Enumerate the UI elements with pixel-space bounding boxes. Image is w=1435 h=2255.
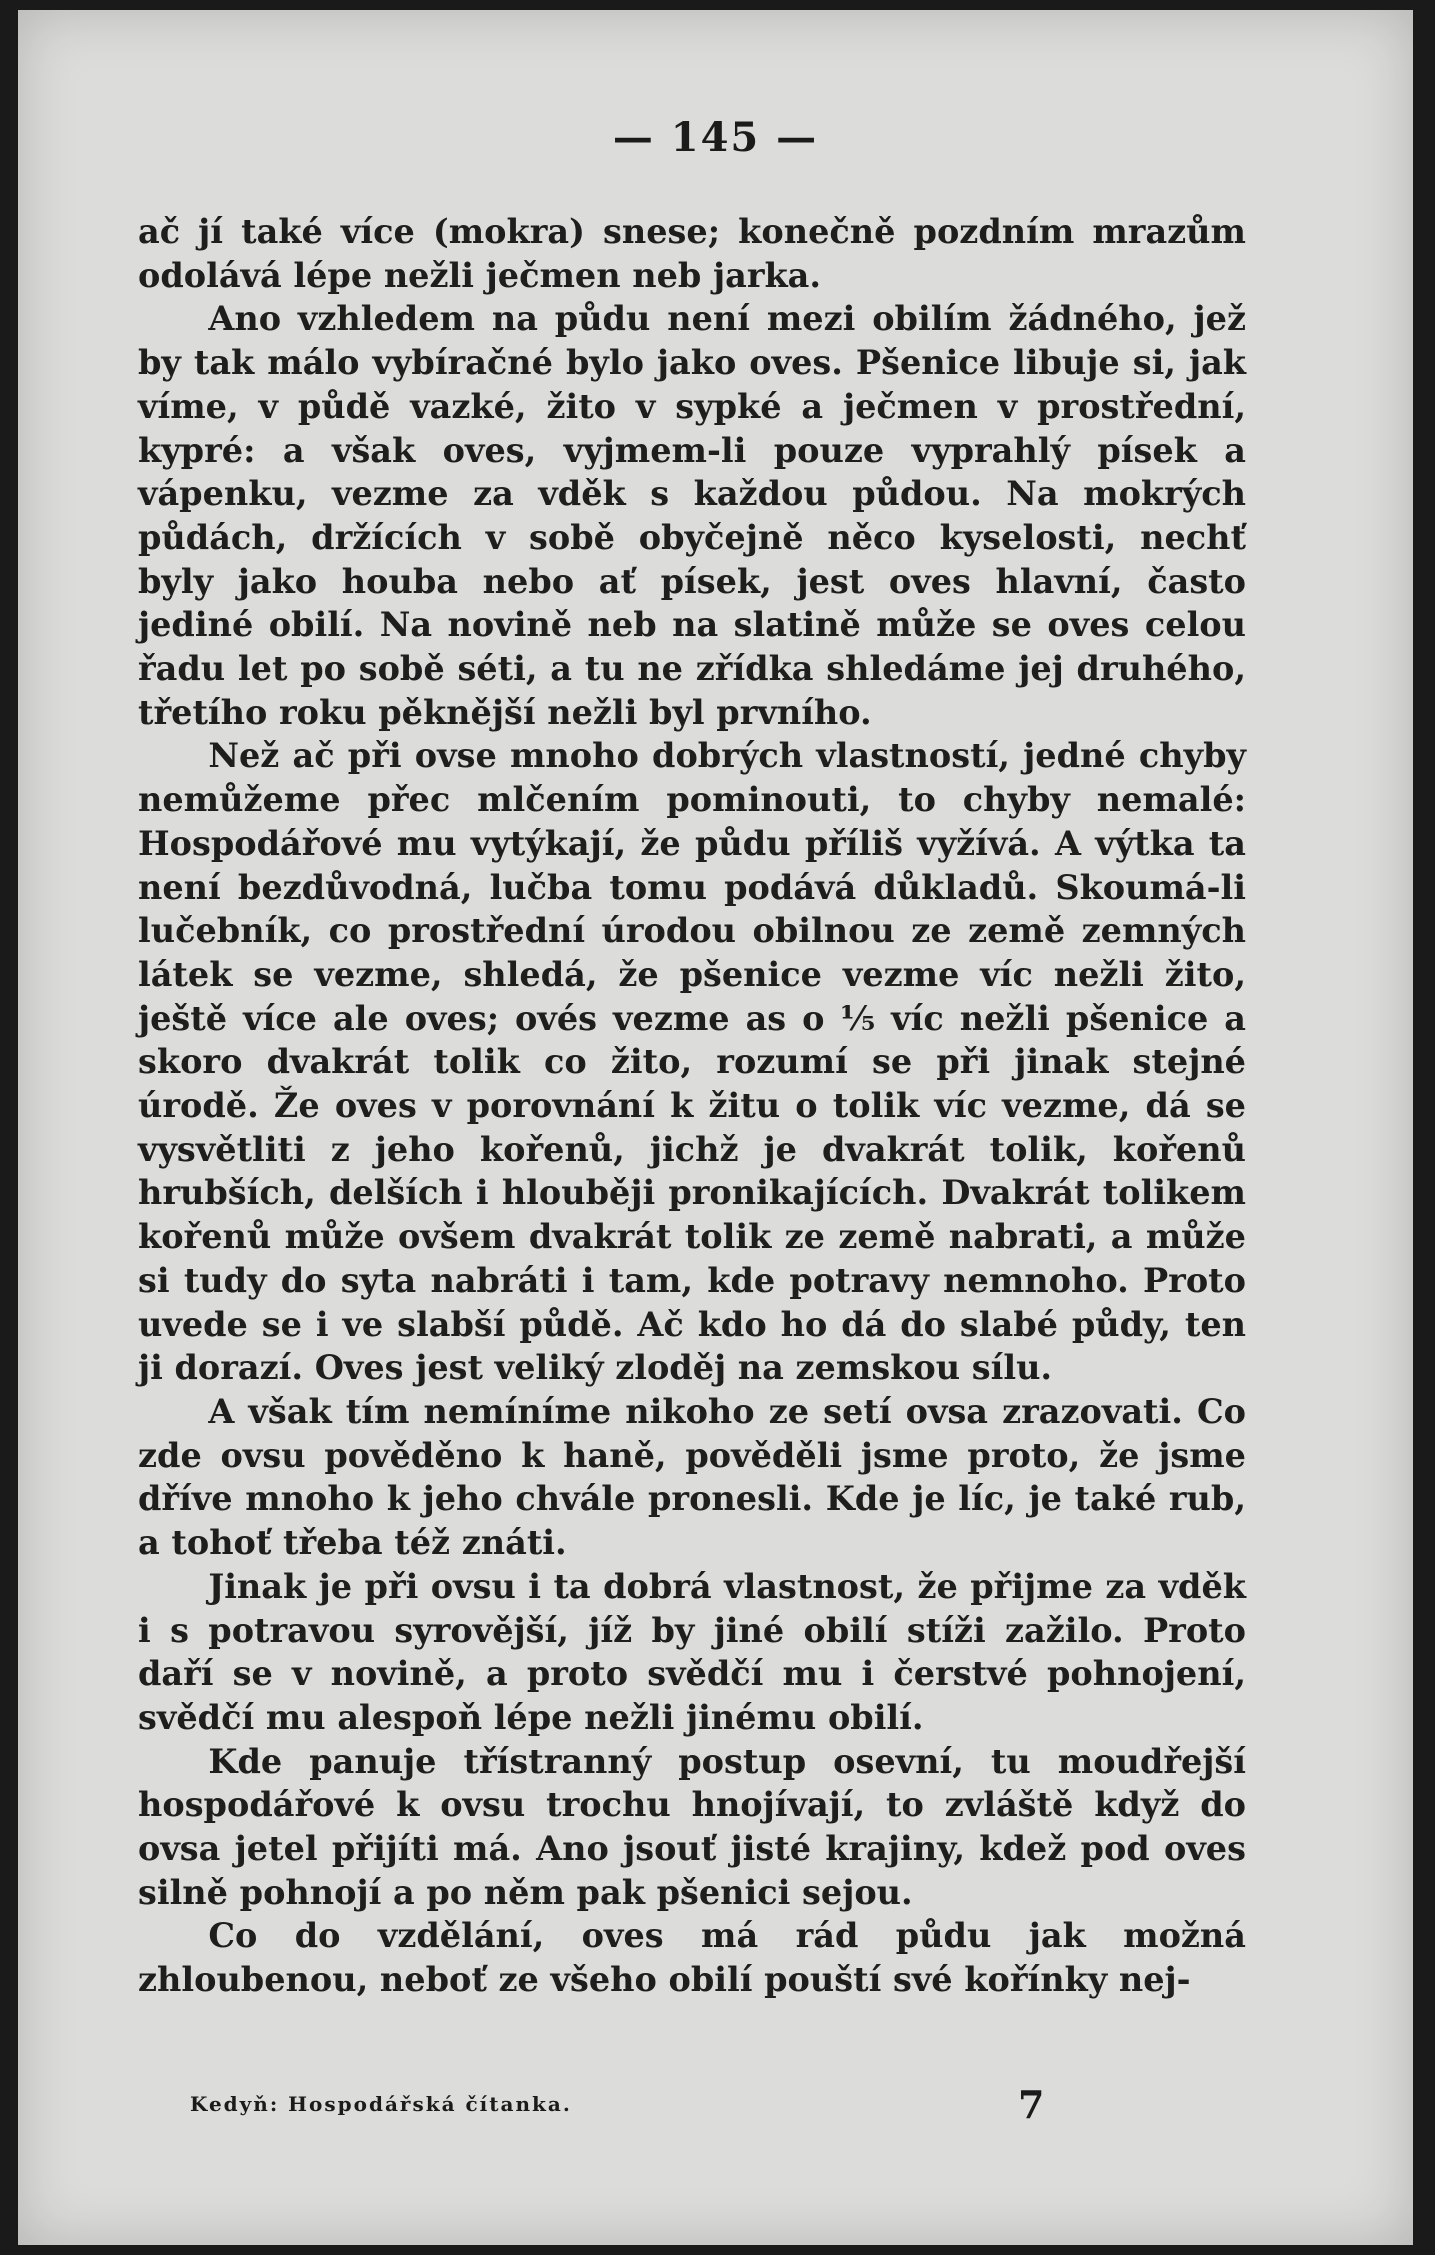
book-page [18, 10, 1413, 2245]
paragraph-1: ač jí také více (mokra) snese; konečně pozdním mrazům odolává lépe nežli ječmen neb jarka. [138, 212, 1246, 295]
signature-mark: 7 [1018, 2082, 1045, 2127]
page-number-header: — 145 — [612, 114, 819, 161]
paragraph-5: Jinak je při ovsu i ta dobrá vlastnost, že přijme za vděk i s potravou syrovější, jíž by jiné obilí stíži zažilo. Proto daří se v novině, a proto svědčí mu i čerstvé pohnojení, svědčí mu alespoň lépe nežli jinému obilí. [138, 1566, 1246, 1737]
paragraph-7: Co do vzdělání, oves má rád půdu jak možná zhloubenou, neboť ze všeho obilí pouští své kořínky nej- [138, 1916, 1246, 2000]
paragraph-3: Než ač při ovse mnoho dobrých vlastností, jedné chyby nemůžeme přec mlčením pominouti, to chyby nemalé: Hospodářové mu vytýkají, že půdu příliš vyžívá. A výtka ta není bezdůvodná, lučba tomu podává důkladů. Skoumá-li lučebník, co prostřední úrodou obilnou ze země zemných látek se vezme, shledá, že pšenice vezme víc nežli žito, ještě více ale oves; ovés vezme as o ⅕ víc nežli pšenice a skoro dvakrát tolik co žito, rozumí se při jinak stejné úrodě. Že oves v porovnání k žitu o tolik víc vezme, dá se vysvětliti z jeho kořenů, jichž je dvakrát tolik, kořenů hrubších, delších i hlouběji pronikajících. Dvakrát tolikem kořenů může ovšem dvakrát tolik ze země nabrati, a může si tudy do syta nabráti i tam, kde potravy nemnoho. Proto uvede se i ve slabší půdě. Ač kdo ho dá do slabé půdy, ten ji dorazí. Oves jest veliký zloděj na zemskou sílu. [138, 736, 1246, 1388]
paragraph-4: A však tím nemíníme nikoho ze setí ovsa zrazovati. Co zde ovsu pověděno k haně, pověděli jsme proto, že jsme dříve mnoho k jeho chvále pronesli. Kde je líc, je také rub, a tohoť třeba též znáti. [138, 1391, 1246, 1563]
paragraph-2: Ano vzhledem na půdu není mezi obilím žádného, jež by tak málo vybíračné bylo jako oves. Pšenice libuje si, jak víme, v půdě vazké, žito v sypké a ječmen v prostřední, kypré: a však oves, vyjmem-li pouze vyprahlý písek a vápenku, vezme za vděk s každou půdou. Na mokrých půdách, držících v sobě obyčejně něco kyselosti, nechť byly jako houba nebo ať písek, jest oves hlavní, často jediné obilí. Na novině neb na slatině může se oves celou řadu let po sobě séti, a tu ne zřídka shledáme jej druhého, třetího roku pěknější nežli byl prvního. [138, 299, 1246, 732]
body-text [138, 210, 1246, 2002]
footer-title: Kedyň: Hospodářská čítanka. [190, 2092, 572, 2116]
paragraph-6: Kde panuje třístranný postup osevní, tu moudřejší hospodářové k ovsu trochu hnojívají, to zvláště když do ovsa jetel přijíti má. Ano jsouť jisté krajiny, kdež pod oves silně pohnojí a po něm pak pšenici sejou. [138, 1741, 1246, 1912]
